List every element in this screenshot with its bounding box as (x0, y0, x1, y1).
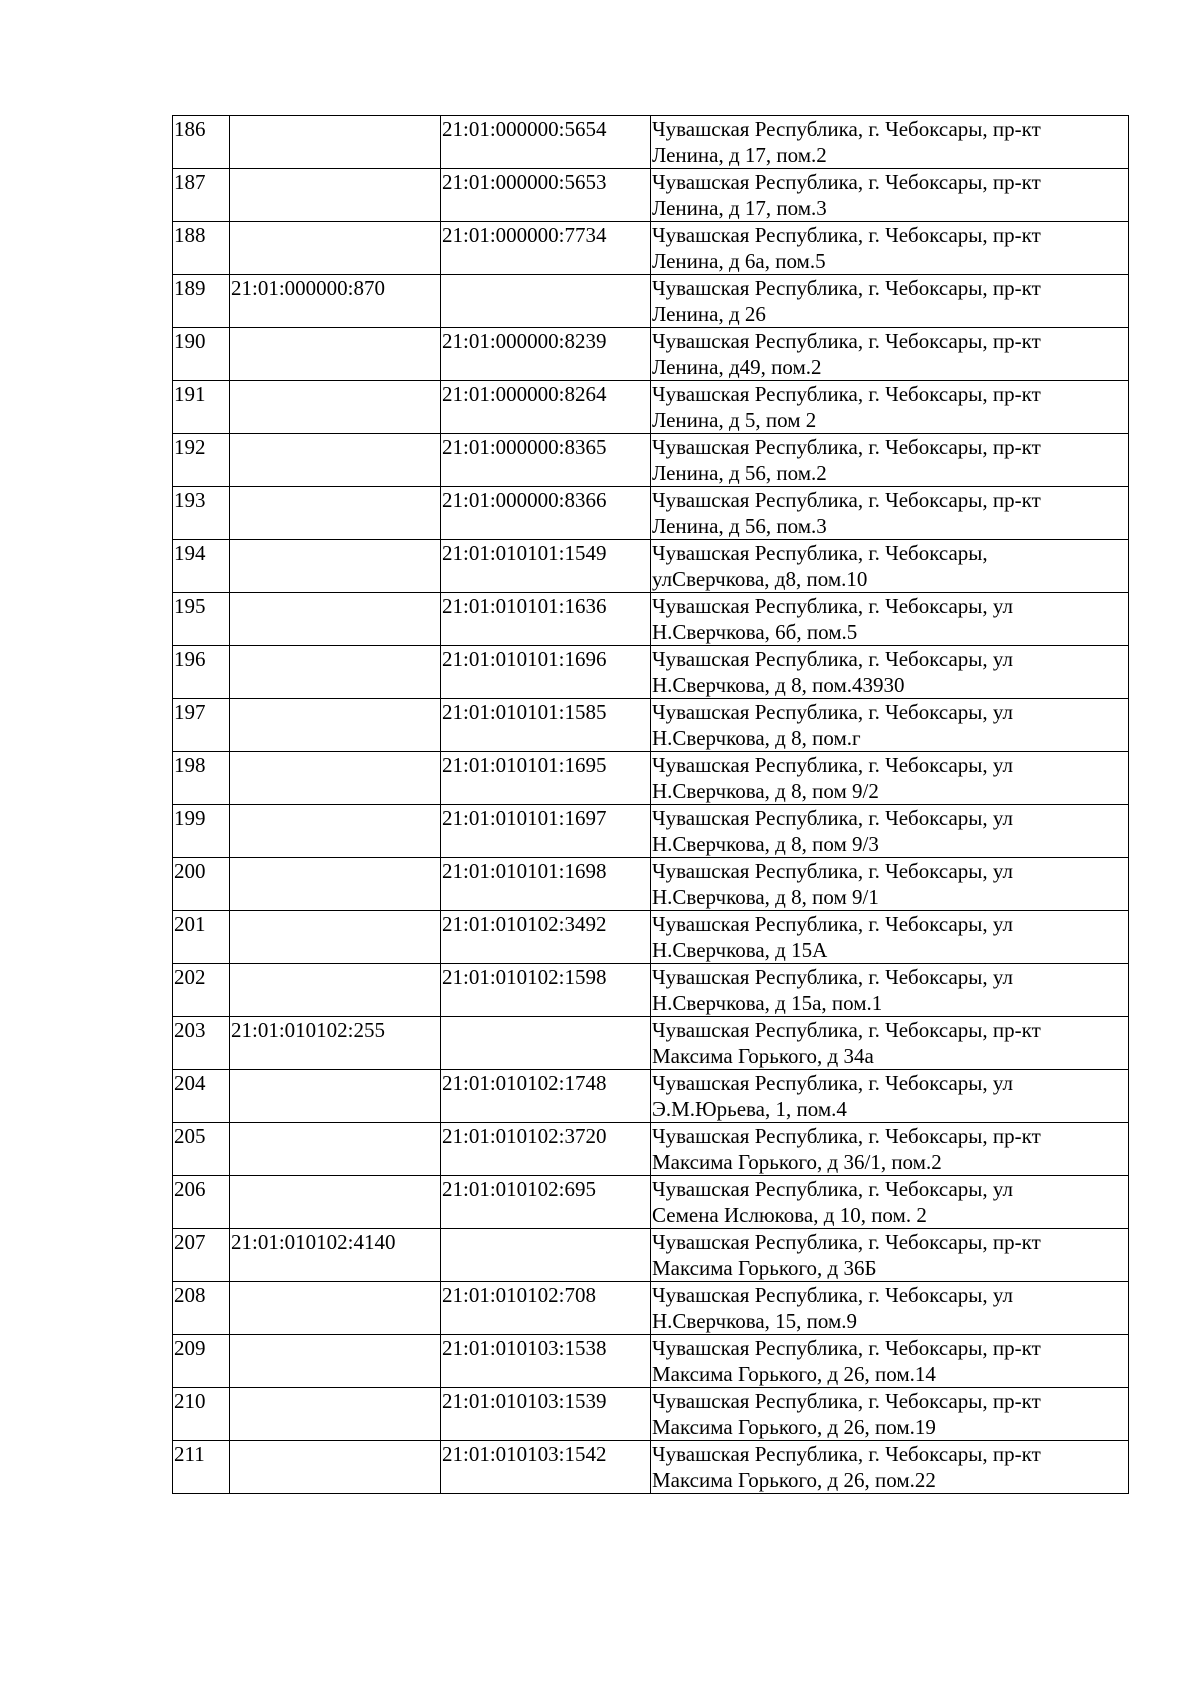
address-line-2: Максима Горького, д 36Б (652, 1256, 877, 1280)
parcel-cadastral-number-cell: 21:01:010102:255 (230, 1017, 441, 1070)
row-number-cell: 203 (173, 1017, 230, 1070)
parcel-cadastral-number-cell (230, 1388, 441, 1441)
address-line-1: Чувашская Республика, г. Чебоксары, ул (652, 1071, 1013, 1095)
address-line-1: Чувашская Республика, г. Чебоксары, пр-кт (652, 170, 1041, 194)
address-cell (651, 116, 1129, 169)
row-number-cell: 211 (173, 1441, 230, 1494)
object-cadastral-number-cell (441, 1229, 651, 1282)
address-cell (651, 752, 1129, 805)
address-line-1: Чувашская Республика, г. Чебоксары, ул (652, 859, 1013, 883)
parcel-cadastral-number-cell (230, 964, 441, 1017)
address-cell (651, 593, 1129, 646)
address-line-1: Чувашская Республика, г. Чебоксары, пр-кт (652, 1124, 1041, 1148)
address-line-1: Чувашская Республика, г. Чебоксары, пр-кт (652, 276, 1041, 300)
address-cell (651, 1335, 1129, 1388)
address-line-1: Чувашская Республика, г. Чебоксары, ул (652, 965, 1013, 989)
address-line-2: Н.Сверчкова, д 15А (652, 938, 828, 962)
parcel-cadastral-number-cell (230, 169, 441, 222)
address-line-2: Максима Горького, д 36/1, пом.2 (652, 1150, 942, 1174)
table-row (173, 169, 1129, 222)
address-cell (651, 540, 1129, 593)
table-row (173, 434, 1129, 487)
address-line-2: Семена Ислюкова, д 10, пом. 2 (652, 1203, 927, 1227)
parcel-cadastral-number-cell (230, 1123, 441, 1176)
address-line-1: Чувашская Республика, г. Чебоксары, ул (652, 912, 1013, 936)
address-line-2: Ленина, д 26 (652, 302, 766, 326)
address-line-1: Чувашская Республика, г. Чебоксары, пр-кт (652, 435, 1041, 459)
address-cell (651, 1229, 1129, 1282)
address-line-2: Н.Сверчкова, д 8, пом 9/1 (652, 885, 879, 909)
row-number-cell: 193 (173, 487, 230, 540)
object-cadastral-number-cell: 21:01:000000:5653 (441, 169, 651, 222)
object-cadastral-number-cell: 21:01:010102:708 (441, 1282, 651, 1335)
address-cell (651, 805, 1129, 858)
address-line-2: Максима Горького, д 34а (652, 1044, 874, 1068)
table-row (173, 1388, 1129, 1441)
table-row (173, 222, 1129, 275)
row-number-cell: 195 (173, 593, 230, 646)
object-cadastral-number-cell: 21:01:010102:1598 (441, 964, 651, 1017)
address-line-1: Чувашская Республика, г. Чебоксары, пр-кт (652, 488, 1041, 512)
table-row (173, 116, 1129, 169)
address-cell (651, 1017, 1129, 1070)
table-row (173, 805, 1129, 858)
address-line-2: Н.Сверчкова, 15, пом.9 (652, 1309, 858, 1333)
table-row (173, 752, 1129, 805)
address-cell (651, 646, 1129, 699)
address-line-1: Чувашская Республика, г. Чебоксары, (652, 541, 988, 565)
address-cell (651, 328, 1129, 381)
object-cadastral-number-cell: 21:01:010101:1697 (441, 805, 651, 858)
address-cell (651, 699, 1129, 752)
row-number-cell: 206 (173, 1176, 230, 1229)
table-row (173, 540, 1129, 593)
row-number-cell: 196 (173, 646, 230, 699)
row-number-cell: 191 (173, 381, 230, 434)
table-row (173, 593, 1129, 646)
address-line-2: Ленина, д49, пом.2 (652, 355, 822, 379)
address-line-2: Н.Сверчкова, 6б, пом.5 (652, 620, 858, 644)
object-cadastral-number-cell: 21:01:010102:695 (441, 1176, 651, 1229)
table-row (173, 964, 1129, 1017)
table-row (173, 487, 1129, 540)
row-number-cell: 207 (173, 1229, 230, 1282)
object-cadastral-number-cell: 21:01:010101:1695 (441, 752, 651, 805)
row-number-cell: 187 (173, 169, 230, 222)
address-line-2: Н.Сверчкова, д 8, пом.43930 (652, 673, 905, 697)
row-number-cell: 201 (173, 911, 230, 964)
address-cell (651, 381, 1129, 434)
address-line-1: Чувашская Республика, г. Чебоксары, пр-кт (652, 1230, 1041, 1254)
row-number-cell: 202 (173, 964, 230, 1017)
address-cell (651, 487, 1129, 540)
table-row (173, 1176, 1129, 1229)
parcel-cadastral-number-cell (230, 911, 441, 964)
object-cadastral-number-cell: 21:01:000000:8365 (441, 434, 651, 487)
object-cadastral-number-cell: 21:01:000000:7734 (441, 222, 651, 275)
address-line-2: Ленина, д 56, пом.3 (652, 514, 827, 538)
address-cell (651, 222, 1129, 275)
registry-table-body (173, 116, 1129, 1494)
row-number-cell: 209 (173, 1335, 230, 1388)
row-number-cell: 197 (173, 699, 230, 752)
address-cell (651, 1282, 1129, 1335)
table-row (173, 1070, 1129, 1123)
table-row (173, 1123, 1129, 1176)
address-line-2: Ленина, д 5, пом 2 (652, 408, 817, 432)
parcel-cadastral-number-cell (230, 381, 441, 434)
table-row (173, 1017, 1129, 1070)
object-cadastral-number-cell: 21:01:000000:5654 (441, 116, 651, 169)
parcel-cadastral-number-cell (230, 805, 441, 858)
address-cell (651, 1070, 1129, 1123)
address-line-2: Н.Сверчкова, д 8, пом.г (652, 726, 861, 750)
parcel-cadastral-number-cell (230, 540, 441, 593)
row-number-cell: 188 (173, 222, 230, 275)
object-cadastral-number-cell: 21:01:010103:1538 (441, 1335, 651, 1388)
address-line-1: Чувашская Республика, г. Чебоксары, ул (652, 1283, 1013, 1307)
address-cell (651, 1176, 1129, 1229)
address-line-1: Чувашская Республика, г. Чебоксары, ул (652, 1177, 1013, 1201)
address-cell (651, 1388, 1129, 1441)
address-line-1: Чувашская Республика, г. Чебоксары, ул (652, 647, 1013, 671)
table-row (173, 381, 1129, 434)
parcel-cadastral-number-cell (230, 1335, 441, 1388)
object-cadastral-number-cell: 21:01:010101:1698 (441, 858, 651, 911)
address-line-1: Чувашская Республика, г. Чебоксары, пр-кт (652, 223, 1041, 247)
address-line-2: Максима Горького, д 26, пом.19 (652, 1415, 936, 1439)
parcel-cadastral-number-cell (230, 116, 441, 169)
address-line-2: Максима Горького, д 26, пом.14 (652, 1362, 936, 1386)
table-row (173, 1335, 1129, 1388)
row-number-cell: 198 (173, 752, 230, 805)
registry-table (172, 115, 1129, 1494)
table-row (173, 699, 1129, 752)
row-number-cell: 192 (173, 434, 230, 487)
address-line-1: Чувашская Республика, г. Чебоксары, пр-кт (652, 1389, 1041, 1413)
table-row (173, 1441, 1129, 1494)
object-cadastral-number-cell: 21:01:010102:3720 (441, 1123, 651, 1176)
address-line-1: Чувашская Республика, г. Чебоксары, пр-кт (652, 1442, 1041, 1466)
row-number-cell: 204 (173, 1070, 230, 1123)
object-cadastral-number-cell: 21:01:010101:1585 (441, 699, 651, 752)
address-line-2: Э.М.Юрьева, 1, пом.4 (652, 1097, 847, 1121)
address-cell (651, 434, 1129, 487)
table-row (173, 1282, 1129, 1335)
address-line-2: Ленина, д 17, пом.2 (652, 143, 827, 167)
parcel-cadastral-number-cell (230, 752, 441, 805)
address-line-1: Чувашская Республика, г. Чебоксары, ул (652, 806, 1013, 830)
row-number-cell: 200 (173, 858, 230, 911)
parcel-cadastral-number-cell (230, 1441, 441, 1494)
address-line-1: Чувашская Республика, г. Чебоксары, ул (652, 594, 1013, 618)
address-line-1: Чувашская Республика, г. Чебоксары, пр-кт (652, 382, 1041, 406)
parcel-cadastral-number-cell (230, 328, 441, 381)
address-line-1: Чувашская Республика, г. Чебоксары, ул (652, 700, 1013, 724)
row-number-cell: 186 (173, 116, 230, 169)
object-cadastral-number-cell (441, 275, 651, 328)
table-row (173, 911, 1129, 964)
address-cell (651, 911, 1129, 964)
address-line-1: Чувашская Республика, г. Чебоксары, пр-кт (652, 1018, 1041, 1042)
address-line-1: Чувашская Республика, г. Чебоксары, ул (652, 753, 1013, 777)
row-number-cell: 210 (173, 1388, 230, 1441)
object-cadastral-number-cell: 21:01:000000:8366 (441, 487, 651, 540)
row-number-cell: 189 (173, 275, 230, 328)
object-cadastral-number-cell: 21:01:000000:8239 (441, 328, 651, 381)
address-line-1: Чувашская Республика, г. Чебоксары, пр-кт (652, 1336, 1041, 1360)
address-cell (651, 964, 1129, 1017)
address-line-2: Н.Сверчкова, д 8, пом 9/3 (652, 832, 879, 856)
parcel-cadastral-number-cell: 21:01:000000:870 (230, 275, 441, 328)
address-line-2: Ленина, д 17, пом.3 (652, 196, 827, 220)
table-row (173, 328, 1129, 381)
object-cadastral-number-cell: 21:01:010101:1549 (441, 540, 651, 593)
table-row (173, 275, 1129, 328)
row-number-cell: 208 (173, 1282, 230, 1335)
parcel-cadastral-number-cell (230, 646, 441, 699)
parcel-cadastral-number-cell (230, 858, 441, 911)
table-row (173, 858, 1129, 911)
address-line-1: Чувашская Республика, г. Чебоксары, пр-кт (652, 329, 1041, 353)
parcel-cadastral-number-cell (230, 1282, 441, 1335)
object-cadastral-number-cell: 21:01:010102:3492 (441, 911, 651, 964)
parcel-cadastral-number-cell (230, 1176, 441, 1229)
object-cadastral-number-cell: 21:01:010103:1542 (441, 1441, 651, 1494)
address-cell (651, 275, 1129, 328)
object-cadastral-number-cell: 21:01:010102:1748 (441, 1070, 651, 1123)
parcel-cadastral-number-cell (230, 593, 441, 646)
address-line-2: улСверчкова, д8, пом.10 (652, 567, 868, 591)
parcel-cadastral-number-cell (230, 699, 441, 752)
address-line-1: Чувашская Республика, г. Чебоксары, пр-кт (652, 117, 1041, 141)
row-number-cell: 194 (173, 540, 230, 593)
table-row (173, 1229, 1129, 1282)
parcel-cadastral-number-cell: 21:01:010102:4140 (230, 1229, 441, 1282)
row-number-cell: 205 (173, 1123, 230, 1176)
address-line-2: Максима Горького, д 26, пом.22 (652, 1468, 936, 1492)
parcel-cadastral-number-cell (230, 434, 441, 487)
object-cadastral-number-cell: 21:01:010101:1696 (441, 646, 651, 699)
parcel-cadastral-number-cell (230, 222, 441, 275)
object-cadastral-number-cell: 21:01:000000:8264 (441, 381, 651, 434)
parcel-cadastral-number-cell (230, 1070, 441, 1123)
address-line-2: Ленина, д 6а, пом.5 (652, 249, 826, 273)
object-cadastral-number-cell: 21:01:010103:1539 (441, 1388, 651, 1441)
row-number-cell: 190 (173, 328, 230, 381)
address-cell (651, 858, 1129, 911)
address-line-2: Н.Сверчкова, д 15а, пом.1 (652, 991, 883, 1015)
address-cell (651, 1123, 1129, 1176)
row-number-cell: 199 (173, 805, 230, 858)
table-row (173, 646, 1129, 699)
address-cell (651, 1441, 1129, 1494)
address-line-2: Ленина, д 56, пом.2 (652, 461, 827, 485)
parcel-cadastral-number-cell (230, 487, 441, 540)
address-cell (651, 169, 1129, 222)
address-line-2: Н.Сверчкова, д 8, пом 9/2 (652, 779, 879, 803)
object-cadastral-number-cell: 21:01:010101:1636 (441, 593, 651, 646)
object-cadastral-number-cell (441, 1017, 651, 1070)
